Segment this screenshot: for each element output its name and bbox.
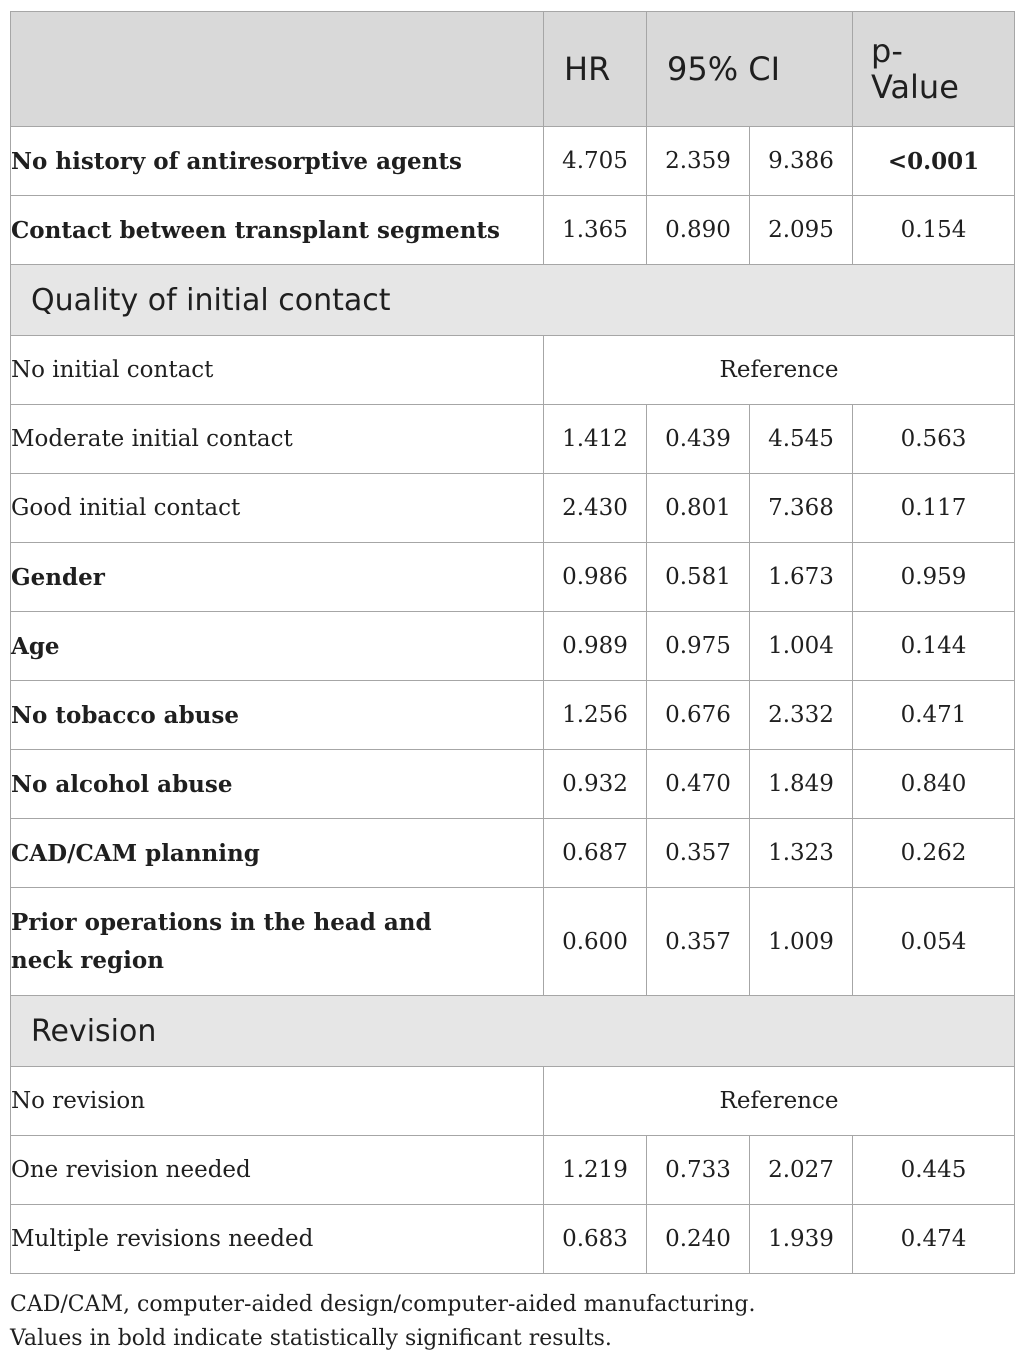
section-row-quality xyxy=(11,265,1015,336)
p-value: 0.959 xyxy=(853,543,1015,612)
hr-value: 1.412 xyxy=(544,405,647,474)
table-header-row xyxy=(11,12,1015,127)
hr-value: 1.256 xyxy=(544,681,647,750)
hr-value: 4.705 xyxy=(544,127,647,196)
row-label: One revision needed xyxy=(11,1136,544,1205)
ci-high-value: 2.095 xyxy=(750,196,853,265)
ci-low-value: 0.676 xyxy=(647,681,750,750)
section-row-revision xyxy=(11,996,1015,1067)
ci-high-value: 1.673 xyxy=(750,543,853,612)
section-heading: Revision xyxy=(11,996,1015,1067)
header-p-value xyxy=(853,12,1015,127)
ci-low-value: 2.359 xyxy=(647,127,750,196)
row-label: No initial contact xyxy=(11,336,544,405)
header-p-line2: Value xyxy=(871,68,959,106)
ci-high-value: 9.386 xyxy=(750,127,853,196)
p-value: 0.144 xyxy=(853,612,1015,681)
ci-low-value: 0.240 xyxy=(647,1205,750,1274)
ci-high-value: 4.545 xyxy=(750,405,853,474)
p-value: 0.563 xyxy=(853,405,1015,474)
row-label: Moderate initial contact xyxy=(11,405,544,474)
ci-low-value: 0.581 xyxy=(647,543,750,612)
row-label: No revision xyxy=(11,1067,544,1136)
row-label: Contact between transplant segments xyxy=(11,196,544,265)
hazard-ratio-table xyxy=(10,11,1015,1274)
ci-high-value: 1.939 xyxy=(750,1205,853,1274)
reference-cell: Reference xyxy=(544,336,1015,405)
p-value: 0.474 xyxy=(853,1205,1015,1274)
section-heading: Quality of initial contact xyxy=(11,265,1015,336)
row-label-line1: Prior operations in the head and xyxy=(11,908,432,936)
hr-value: 0.600 xyxy=(544,888,647,996)
hr-value: 1.365 xyxy=(544,196,647,265)
p-value: 0.117 xyxy=(853,474,1015,543)
p-value: 0.054 xyxy=(853,888,1015,996)
table-row xyxy=(11,127,1015,196)
hr-value: 0.687 xyxy=(544,819,647,888)
ci-low-value: 0.975 xyxy=(647,612,750,681)
row-label: No history of antiresorptive agents xyxy=(11,127,544,196)
row-label xyxy=(11,888,544,996)
ci-high-value: 1.323 xyxy=(750,819,853,888)
ci-low-value: 0.890 xyxy=(647,196,750,265)
ci-high-value: 1.004 xyxy=(750,612,853,681)
table-row xyxy=(11,196,1015,265)
table-row xyxy=(11,888,1015,996)
p-value: 0.471 xyxy=(853,681,1015,750)
ci-high-value: 7.368 xyxy=(750,474,853,543)
row-label: CAD/CAM planning xyxy=(11,819,544,888)
p-value: 0.445 xyxy=(853,1136,1015,1205)
table-row xyxy=(11,336,1015,405)
footnote-abbreviation: CAD/CAM, computer-aided design/computer-aided manufacturing. xyxy=(10,1292,756,1317)
p-value: 0.262 xyxy=(853,819,1015,888)
hr-value: 0.986 xyxy=(544,543,647,612)
ci-high-value: 1.009 xyxy=(750,888,853,996)
row-label: No tobacco abuse xyxy=(11,681,544,750)
p-value: 0.840 xyxy=(853,750,1015,819)
hr-value: 1.219 xyxy=(544,1136,647,1205)
table-row xyxy=(11,612,1015,681)
row-label: Multiple revisions needed xyxy=(11,1205,544,1274)
table-row xyxy=(11,1067,1015,1136)
ci-low-value: 0.357 xyxy=(647,888,750,996)
ci-high-value: 2.332 xyxy=(750,681,853,750)
table-row xyxy=(11,681,1015,750)
ci-low-value: 0.439 xyxy=(647,405,750,474)
reference-cell: Reference xyxy=(544,1067,1015,1136)
ci-low-value: 0.733 xyxy=(647,1136,750,1205)
header-ci: 95% CI xyxy=(647,12,853,127)
table-row xyxy=(11,1136,1015,1205)
table-row xyxy=(11,819,1015,888)
row-label: Gender xyxy=(11,543,544,612)
hr-value: 0.683 xyxy=(544,1205,647,1274)
table-row xyxy=(11,405,1015,474)
row-label-line2: neck region xyxy=(11,946,164,974)
ci-high-value: 2.027 xyxy=(750,1136,853,1205)
table-row xyxy=(11,1205,1015,1274)
hr-value: 2.430 xyxy=(544,474,647,543)
p-value: <0.001 xyxy=(853,127,1015,196)
footnote-bold-note: Values in bold indicate statistically significant results. xyxy=(10,1326,612,1351)
hr-value: 0.932 xyxy=(544,750,647,819)
header-p-line1: p- xyxy=(871,32,903,70)
header-hr: HR xyxy=(544,12,647,127)
table-row xyxy=(11,474,1015,543)
row-label: No alcohol abuse xyxy=(11,750,544,819)
table-row xyxy=(11,543,1015,612)
ci-low-value: 0.801 xyxy=(647,474,750,543)
hr-value: 0.989 xyxy=(544,612,647,681)
table-row xyxy=(11,750,1015,819)
header-label-cell xyxy=(11,12,544,127)
ci-low-value: 0.470 xyxy=(647,750,750,819)
row-label: Age xyxy=(11,612,544,681)
ci-low-value: 0.357 xyxy=(647,819,750,888)
ci-high-value: 1.849 xyxy=(750,750,853,819)
p-value: 0.154 xyxy=(853,196,1015,265)
row-label: Good initial contact xyxy=(11,474,544,543)
